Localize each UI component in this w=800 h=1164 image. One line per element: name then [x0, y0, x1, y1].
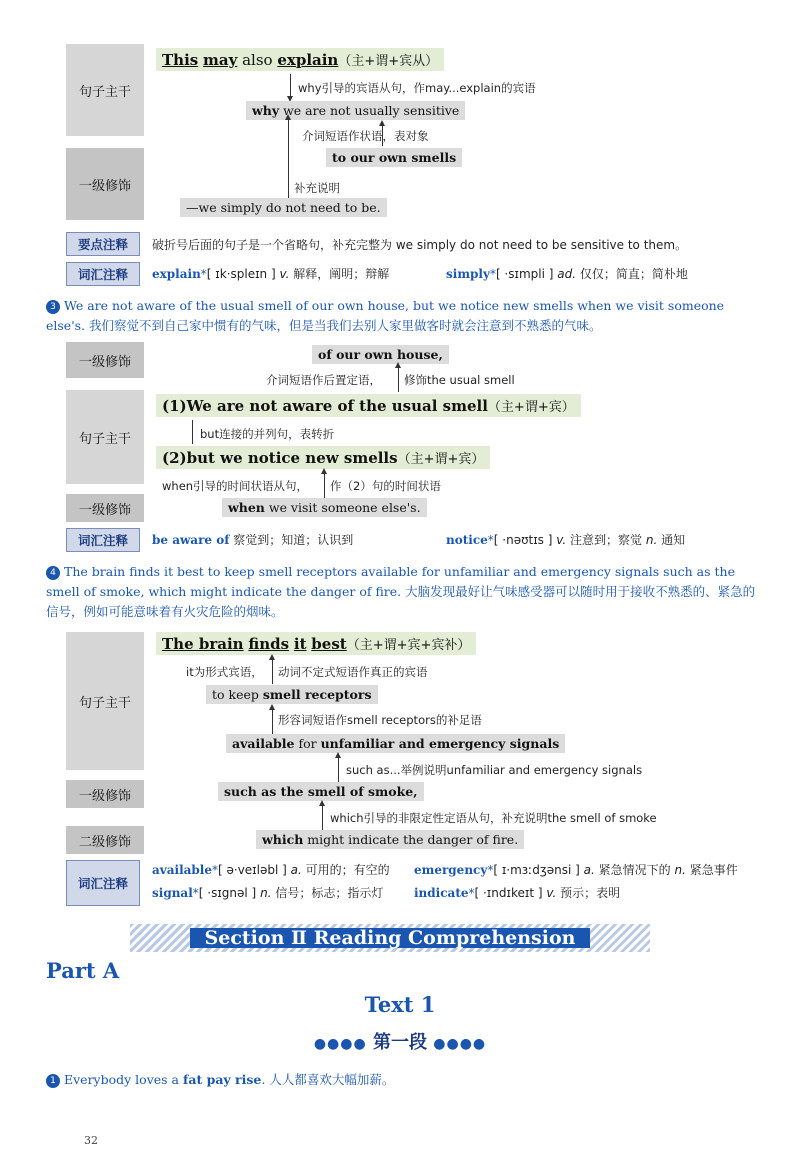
main-word-object: it [293, 635, 307, 653]
section-title: Section Ⅱ Reading Comprehension [204, 927, 576, 949]
note-it-left: it为形式宾语， [186, 665, 263, 679]
box-keep-bold: smell receptors [262, 687, 372, 702]
tag-vocab-1: 词汇注释 [66, 262, 140, 286]
vocab-phonetic: [ ·sɪgnəl ] [198, 886, 257, 900]
side-label-mod-3b: 二级修饰 [66, 826, 144, 854]
vocab-meaning: 信号；标志；指示灯 [275, 886, 384, 900]
vocab-meaning2: 紧急事件 [689, 863, 738, 877]
star-icon: * [212, 863, 218, 877]
main-clause-3 [156, 632, 476, 655]
main-clause-1 [156, 48, 444, 71]
paragraph-4-zh: 大脑发现最好让气味感受器可以随时用于接收不熟悉的、紧急的信号，例如可能意味着有火灾危险的烟味。 [46, 584, 756, 619]
note-why-clause: why引导的宾语从句，作may...explain的宾语 [298, 81, 536, 95]
vocab-pos: v. [556, 533, 567, 547]
box-why-bold: why [252, 103, 280, 118]
arrow-line [322, 806, 323, 830]
box-avail-bold1: available [232, 736, 295, 751]
box-available [226, 734, 565, 753]
box-such-as [218, 782, 424, 801]
arrow-line [338, 758, 339, 782]
vocab-word: emergency [414, 863, 488, 877]
vocab-word: signal [152, 886, 193, 900]
number-badge: 4 [46, 566, 60, 580]
paragraph-4 [46, 562, 758, 622]
note-it-right: 动词不定式短语作真正的宾语 [278, 665, 428, 679]
part-heading: Part A [46, 958, 120, 983]
vocab-word: explain [152, 267, 201, 281]
vocab-pos: ad. [557, 267, 577, 281]
vocab-signal [152, 884, 383, 901]
vocab-phonetic: [ ·sɪmpli ] [495, 267, 554, 281]
main-clause-2b [156, 446, 490, 469]
number-badge: 1 [46, 1074, 60, 1088]
note-prep-phrase: 介词短语作状语，表对象 [302, 129, 429, 143]
dots-left-icon: ●●●● [313, 1036, 367, 1052]
box-to-our-own-smells [326, 148, 462, 167]
box-to-text: to our own smells [332, 150, 457, 165]
key-note-text: 破折号后面的句子是一个省略句，补充完整为 we simply do not need to be sensitive to them。 [152, 238, 688, 252]
note-when-left: when引导的时间状语从句， [162, 479, 309, 493]
box-when-bold: when [228, 500, 265, 515]
vocab-meaning: 紧急情况下的 [598, 863, 671, 877]
paragraph-3-en: We are not aware of the usual smell of our own house, but we notice new smells when we visit someone else's. [46, 298, 725, 333]
vocab-pos: v. [546, 886, 557, 900]
box-of-our-own-house [312, 345, 449, 364]
paragraph-3 [46, 296, 758, 336]
main-clause-3-note: （主+谓+宾+宾补） [346, 638, 471, 653]
vocab-be-aware-of [152, 531, 353, 548]
main-clause-note: （主+谓+宾从） [338, 54, 439, 69]
box-why-rest: we are not usually sensitive [279, 103, 460, 118]
paragraph-1-en-bold: fat pay rise [182, 1072, 262, 1087]
star-icon: * [200, 267, 207, 281]
box-such-text: such as the smell of smoke, [224, 784, 418, 799]
box-which-bold: which [262, 832, 304, 847]
vocab-pos: n. [260, 886, 272, 900]
dots-right-icon: ●●●● [433, 1036, 487, 1052]
vocab-available [152, 861, 390, 878]
vocab-meaning: 可用的；有空的 [305, 863, 390, 877]
vocab-phonetic: [ ·nəʊtɪs ] [493, 533, 553, 547]
star-icon: * [487, 533, 494, 547]
box-avail-mid: for [294, 736, 321, 751]
side-label-main-1: 句子主干 [66, 44, 144, 136]
note-of-left: 介词短语作后置定语， [266, 373, 381, 387]
paragraph-4-en: The brain finds it best to keep smell receptors available for unfamiliar and emergency signals such as the smell of smoke, which might indicate the danger of fire. [46, 564, 735, 599]
box-which-clause [256, 830, 524, 849]
star-icon: * [192, 886, 199, 900]
main-word-subject: This [162, 51, 199, 69]
vocab-pos2: n. [645, 533, 658, 547]
note-such-as: such as...举例说明unfamiliar and emergency signals [346, 763, 643, 777]
paragraph-1-en-pre: Everybody loves a [64, 1072, 183, 1087]
vocab-phonetic: [ ɪk·spleɪn ] [206, 267, 276, 281]
vocab-meaning2: 通知 [661, 533, 686, 547]
side-label-mod-2b: 一级修饰 [66, 494, 144, 522]
number-badge: 3 [46, 300, 60, 314]
page-number: 32 [84, 1134, 98, 1147]
side-label-mod-1: 一级修饰 [66, 148, 144, 220]
main-word-complement: best [311, 635, 347, 653]
note-adj-phrase: 形容词短语作smell receptors的补足语 [278, 713, 482, 727]
box-of-text: of our own house, [318, 347, 443, 362]
vocab-phonetic: [ ·ɪndɪkeɪt ] [474, 886, 543, 900]
vocab-word: be aware of [152, 533, 230, 547]
vocab-meaning: 察觉到；知道；认识到 [233, 533, 354, 547]
note-which: which引导的非限定性定语从句，补充说明the smell of smoke [330, 811, 657, 825]
main-word-verb: finds [248, 635, 290, 653]
box-avail-bold2: unfamiliar and emergency signals [320, 736, 560, 751]
vocab-pos: a. [583, 863, 595, 877]
paragraph-3-zh: 我们察觉不到自己家中惯有的气味，但是当我们去别人家里做客时就会注意到不熟悉的气味。 [89, 318, 602, 333]
main-clause-2b-note: （主+谓+宾） [397, 452, 485, 467]
main-word-adverb: also [242, 51, 273, 69]
vocab-phonetic: [ ə·veɪləbl ] [218, 863, 287, 877]
text-heading [0, 992, 800, 1017]
vocab-word: indicate [414, 886, 469, 900]
star-icon: * [489, 267, 496, 281]
box-when-clause [222, 498, 427, 517]
tag-vocab-3: 词汇注释 [66, 860, 140, 906]
paragraph-1 [46, 1070, 758, 1090]
arrow-line [272, 660, 273, 684]
arrow-line [398, 368, 399, 392]
vocab-meaning: 仅仅；简直；简朴地 [579, 267, 688, 281]
vocab-meaning: 注意到；察觉 [570, 533, 643, 547]
vocab-phonetic: [ ɪ·mɜːdʒənsi ] [493, 863, 580, 877]
arrow-line [290, 74, 291, 96]
side-label-mod-3a: 一级修饰 [66, 780, 144, 808]
vocab-explain [152, 265, 389, 282]
vocab-emergency [414, 861, 738, 878]
vocab-indicate [414, 884, 620, 901]
main-clause-2a [156, 394, 581, 417]
box-to-keep [206, 685, 378, 704]
connector-line [192, 420, 193, 444]
note-when-right: 作（2）句的时间状语 [330, 479, 441, 493]
vocab-pos: a. [290, 863, 302, 877]
side-label-main-3: 句子主干 [66, 632, 144, 770]
main-clause-2b-text: (2)but we notice new smells [162, 449, 398, 467]
main-word-verb: explain [277, 51, 339, 69]
vocab-meaning: 解释，阐明；辩解 [293, 267, 390, 281]
star-icon: * [487, 863, 494, 877]
text-title: Text 1 [364, 992, 436, 1017]
box-why-clause [246, 101, 465, 120]
side-label-mod-2a: 一级修饰 [66, 342, 144, 378]
paragraph-1-zh: 人人都喜欢大幅加薪。 [269, 1072, 395, 1087]
note-supplement: 补充说明 [294, 181, 340, 195]
vocab-meaning: 预示；表明 [560, 886, 621, 900]
main-clause-2a-text: (1)We are not aware of the usual smell [162, 397, 488, 415]
section-header-bar [130, 924, 650, 952]
main-clause-2a-note: （主+谓+宾） [487, 400, 575, 415]
main-word-subject: The brain [162, 635, 244, 653]
arrow-line [288, 120, 289, 198]
vocab-notice [446, 531, 685, 548]
box-keep-pre: to keep [212, 687, 263, 702]
tag-key-note: 要点注释 [66, 232, 140, 256]
arrow-line [324, 474, 325, 498]
segment-heading [0, 1028, 800, 1054]
segment-title: 第一段 [373, 1032, 427, 1053]
vocab-word: simply [446, 267, 490, 281]
main-word-modal: may [203, 51, 238, 69]
star-icon: * [468, 886, 475, 900]
arrow-line [272, 710, 273, 734]
side-label-main-2: 句子主干 [66, 390, 144, 484]
box-which-rest: might indicate the danger of fire. [303, 832, 519, 847]
box-dash-sentence: —we simply do not need to be. [180, 198, 387, 217]
box-when-rest: we visit someone else's. [264, 500, 421, 515]
note-of-right: 修饰the usual smell [404, 373, 515, 387]
tag-vocab-2: 词汇注释 [66, 528, 140, 552]
vocab-word: available [152, 863, 212, 877]
note-but: but连接的并列句，表转折 [200, 427, 335, 441]
paragraph-1-en-post: . [261, 1072, 266, 1087]
vocab-word: notice [446, 533, 488, 547]
vocab-pos2: n. [674, 863, 686, 877]
vocab-simply [446, 265, 688, 282]
vocab-pos: v. [279, 267, 290, 281]
